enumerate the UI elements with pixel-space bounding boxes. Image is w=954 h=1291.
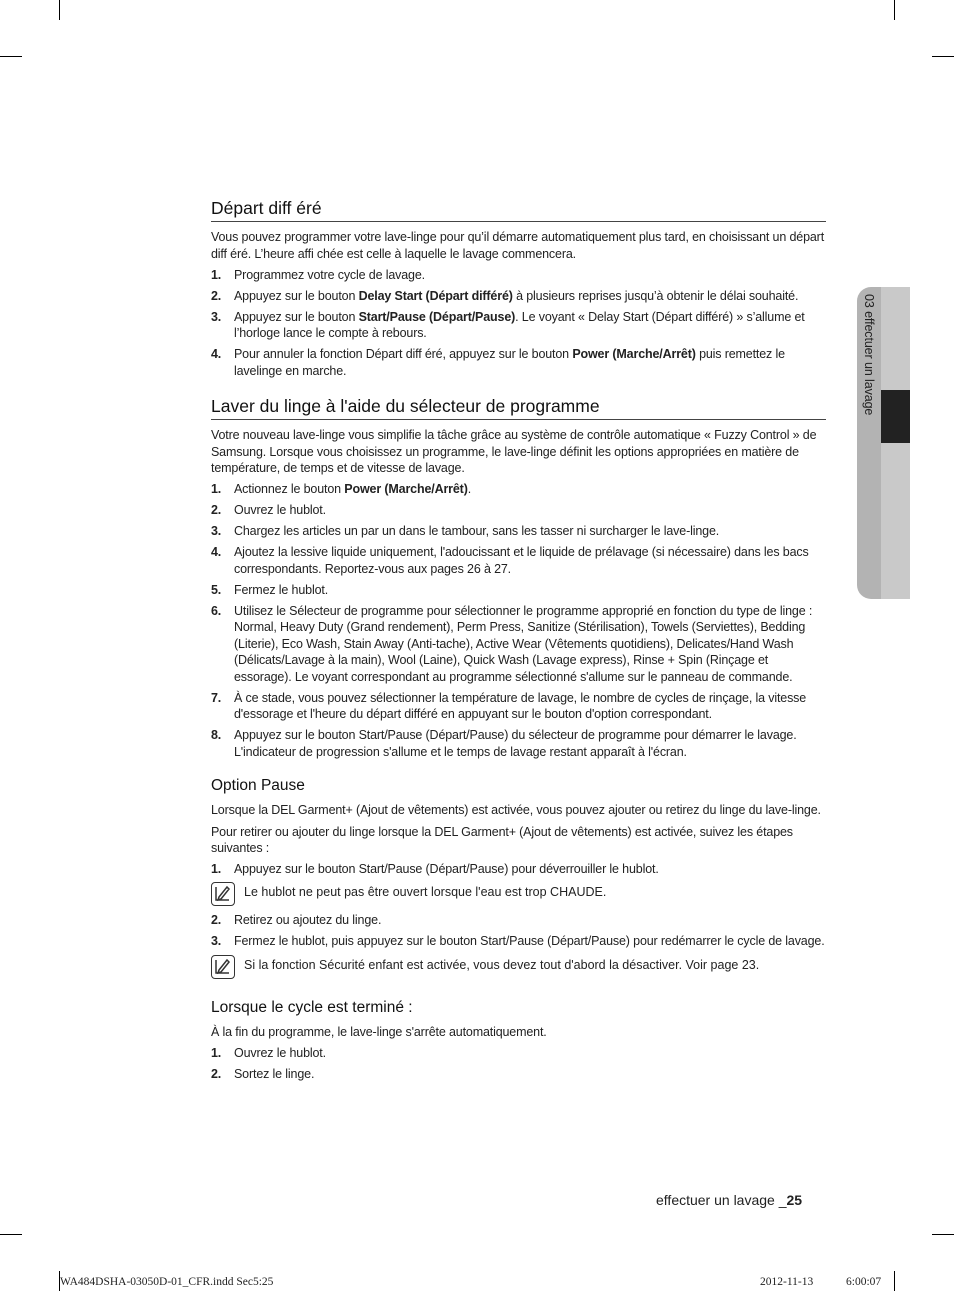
step-number: 3.	[211, 524, 222, 538]
finish-intro: À la fin du programme, le lave-linge s'arrête automatiquement.	[211, 1025, 547, 1039]
button-name: Power (Marche/Arrêt)	[572, 347, 696, 361]
chapter-tab-strip	[881, 287, 910, 390]
list-item	[211, 309, 826, 342]
step-text: À ce stade, vous pouvez sélectionner la température de lavage, le nombre de cycles de rinçage, la vitesse d'essorage et l'heure du départ différé en appuyant sur le bouton d'option correspondant.	[234, 690, 807, 721]
step-text: Retirez ou ajoutez du linge.	[234, 912, 382, 927]
step-number: 1.	[211, 862, 222, 876]
list-item	[211, 1066, 826, 1083]
pause-steps	[211, 861, 826, 878]
step-text: Ajoutez la lessive liquide uniquement, l'adoucissant et le liquide de prélavage (si nécessaire) dans les bacs correspondants. Reportez-vous aux pages 26 à 27.	[234, 545, 809, 576]
list-item	[211, 544, 826, 577]
list-item	[211, 933, 826, 950]
step-number: 2.	[211, 1067, 222, 1081]
step-number: 3.	[211, 933, 222, 948]
step-text: Ouvrez le hublot.	[234, 1046, 326, 1060]
delay-steps	[211, 267, 826, 380]
list-item	[211, 288, 826, 305]
note-pencil-icon-graphic	[212, 956, 233, 977]
step-number: 1.	[211, 482, 222, 496]
delay-intro: Vous pouvez programmer votre lave-linge pour qu’il démarre automatiquement plus tard, en choisissant un départ diff éré. L’heure affi chée est celle à laquelle le lavage commencera.	[211, 230, 825, 261]
list-item	[211, 481, 826, 498]
slug-time: 6:00:07	[846, 1276, 882, 1288]
section-title-pause: Option Pause	[211, 777, 305, 794]
section-title-selector: Laver du linge à l'aide du sélecteur de programme	[211, 396, 826, 420]
step-number: 2.	[211, 288, 222, 303]
pause-paragraph: Pour retirer ou ajouter du linge lorsque la DEL Garment+ (Ajout de vêtements) est activée, suivez les étapes suivantes :	[211, 824, 793, 855]
step-text: Appuyez sur le bouton Start/Pause (Départ/Pause) du sélecteur de programme pour démarrer le lavage. L'indicateur de progression s'allume et le temps de lavage restant apparaît à l'écran.	[234, 728, 797, 759]
list-item	[211, 727, 826, 760]
section-title-delay: Départ diff éré	[211, 198, 826, 222]
step-number: 2.	[211, 912, 222, 927]
step-text: Pour annuler la fonction Départ diff éré, appuyez sur le bouton	[234, 347, 573, 361]
crop-mark	[59, 0, 60, 20]
note-text: Si la fonction Sécurité enfant est activée, vous devez tout d'abord la désactiver. Voir page 23.	[244, 958, 760, 972]
step-text: Appuyez sur le bouton	[234, 309, 359, 324]
step-text: . Le voyant « Delay Start (Départ différé) » s’allume et l’horloge lance le compte à rebours.	[234, 309, 805, 340]
selector-steps	[211, 481, 826, 760]
step-number: 7.	[211, 690, 222, 705]
step-number: 4.	[211, 545, 222, 559]
step-text: Fermez le hublot.	[234, 582, 329, 597]
step-text: Appuyez sur le bouton	[234, 288, 359, 303]
note-pencil-icon	[211, 882, 235, 906]
button-name: Power (Marche/Arrêt)	[344, 482, 468, 496]
crop-mark	[932, 56, 954, 57]
footer-section-label: effectuer un lavage _	[656, 1192, 787, 1208]
crop-mark	[894, 0, 895, 20]
button-name: Delay Start (Départ différé)	[358, 288, 513, 303]
step-text: Ouvrez le hublot.	[234, 503, 326, 517]
list-item	[211, 582, 826, 599]
crop-mark	[894, 1271, 895, 1291]
step-text: .	[467, 482, 472, 496]
section-title-finish: Lorsque le cycle est terminé :	[211, 999, 413, 1016]
step-text: Fermez le hublot, puis appuyez sur le bouton Start/Pause (Départ/Pause) pour redémarrer le cycle de lavage.	[234, 933, 825, 948]
chapter-tab-marker	[881, 390, 910, 443]
chapter-tab-strip	[881, 443, 910, 599]
note-pencil-icon	[211, 955, 235, 979]
step-number: 5.	[211, 582, 222, 597]
crop-mark	[0, 56, 22, 57]
page-footer	[656, 1192, 802, 1208]
step-number: 1.	[211, 1046, 222, 1060]
button-name: Start/Pause (Départ/Pause)	[358, 309, 516, 324]
list-item	[211, 912, 826, 929]
note-text: Le hublot ne peut pas être ouvert lorsque l'eau est trop CHAUDE.	[244, 884, 607, 899]
step-number: 2.	[211, 503, 222, 517]
step-number: 3.	[211, 309, 222, 324]
note	[211, 957, 826, 983]
step-text: puis remettez le lavelinge en marche.	[234, 347, 785, 378]
step-text: Programmez votre cycle de lavage.	[234, 267, 425, 282]
list-item	[211, 502, 826, 519]
slug-date: 2012-11-13	[760, 1276, 814, 1288]
note	[211, 884, 826, 910]
step-number: 8.	[211, 728, 222, 742]
chapter-tab-label: 03 effectuer un lavage	[862, 294, 876, 416]
step-number: 6.	[211, 603, 222, 618]
finish-steps	[211, 1045, 826, 1083]
step-text: Appuyez sur le bouton Start/Pause (Départ/Pause) pour déverrouiller le hublot.	[234, 862, 659, 876]
step-text: à plusieurs reprises jusqu’à obtenir le délai souhaité.	[512, 288, 799, 303]
list-item	[211, 603, 826, 686]
page-content	[211, 198, 826, 1083]
step-number: 1.	[211, 267, 222, 282]
crop-mark	[932, 1234, 954, 1235]
list-item	[211, 523, 826, 540]
page-number: 25	[786, 1192, 803, 1208]
list-item	[211, 690, 826, 723]
step-number: 4.	[211, 347, 222, 361]
slug-file: WA484DSHA-03050D-01_CFR.indd Sec5:25	[60, 1276, 274, 1288]
list-item	[211, 346, 826, 379]
step-text: Utilisez le Sélecteur de programme pour sélectionner le programme approprié en fonction du type de linge : Normal, Heavy Duty (Grand rendement), Perm Press, Sanitize (Stérilisation), Towels (Serviettes), Bedding (Literie), Eco Wash, Stain Away (Anti-tache), Active Wear (Vêtements quotidiens), Delicates/Hand Wash (Délicats/Lavage à la main), Wool (Laine), Quick Wash (Lavage express), Rinse + Spin (Rinçage et essorage). Le voyant correspondant au programme sélectionné s'allume sur le panneau de commande.	[234, 603, 813, 684]
step-text: Actionnez le bouton	[234, 482, 345, 496]
pause-steps	[211, 912, 826, 950]
step-text: Chargez les articles un par un dans le tambour, sans les tasser ni surcharger le lave-linge.	[234, 524, 720, 538]
step-text: Sortez le linge.	[234, 1067, 315, 1081]
pause-paragraph: Lorsque la DEL Garment+ (Ajout de vêtements) est activée, vous pouvez ajouter ou retirez du linge du lave-linge.	[211, 803, 821, 817]
crop-mark	[0, 1234, 22, 1235]
list-item	[211, 861, 826, 878]
list-item	[211, 1045, 826, 1062]
list-item	[211, 267, 826, 284]
note-pencil-icon-graphic	[212, 883, 233, 904]
selector-intro: Votre nouveau lave-linge vous simplifie la tâche grâce au système de contrôle automatique « Fuzzy Control » de Samsung. Lorsque vous choisissez un programme, le lave-linge définit les options appropriées en matière de température, de temps et de vitesse de lavage.	[211, 428, 817, 475]
